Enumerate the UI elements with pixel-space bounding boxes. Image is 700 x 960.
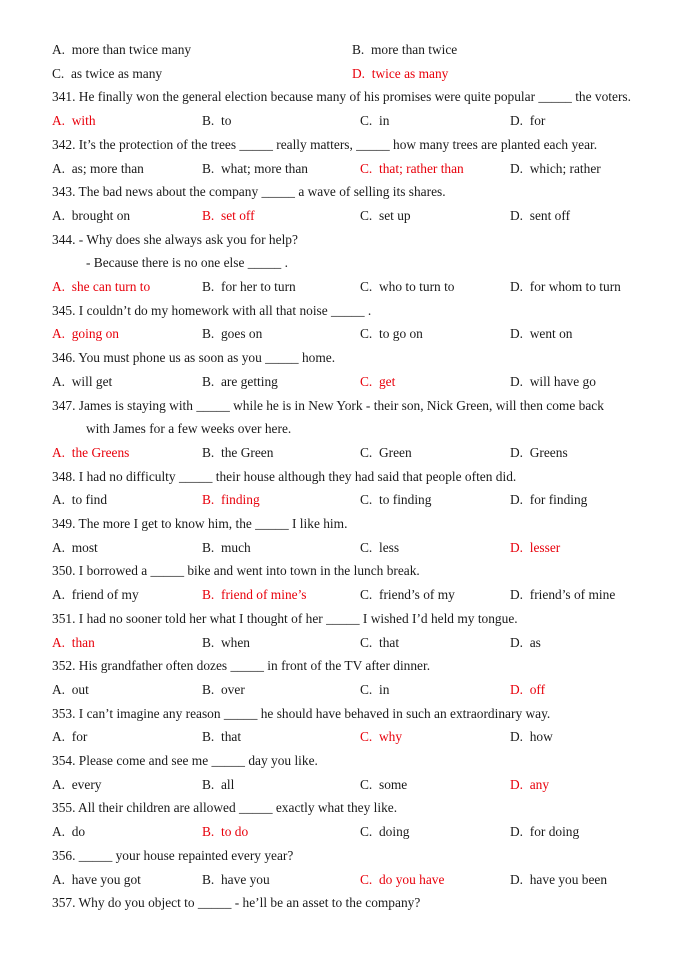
option-text: out <box>71 682 89 697</box>
option-b-correct <box>202 492 260 508</box>
option-d <box>510 374 596 390</box>
option-b <box>202 682 245 698</box>
option-text: will get <box>71 374 113 389</box>
option-letter: B. <box>202 279 215 294</box>
option-letter: A. <box>52 492 66 507</box>
option-letter: D. <box>510 445 524 460</box>
option-text: in <box>378 682 390 697</box>
option-letter: B. <box>202 587 215 602</box>
option-text: get <box>378 374 396 389</box>
option-text: for her to turn <box>220 279 296 294</box>
option-letter: C. <box>360 729 373 744</box>
option-text: goes on <box>220 326 263 341</box>
option-d <box>510 587 615 603</box>
option-c <box>360 682 389 698</box>
question-text: 345. I couldn’t do my homework with all that noise _____ . <box>52 303 372 318</box>
question-text: 349. The more I get to know him, the _____ I like him. <box>52 516 348 531</box>
option-text: she can turn to <box>71 279 151 294</box>
option-text: less <box>378 540 400 555</box>
option-a <box>52 872 141 888</box>
option-text: friend of mine’s <box>220 587 307 602</box>
option-letter: C. <box>360 872 373 887</box>
option-a <box>52 587 139 603</box>
option-letter: B. <box>202 635 215 650</box>
option-text: sent off <box>529 208 571 223</box>
option-c <box>360 540 399 556</box>
option-c <box>360 587 455 603</box>
option-a <box>52 492 107 508</box>
option-d <box>510 492 587 508</box>
option-letter: A. <box>52 42 66 57</box>
option-c <box>360 326 423 342</box>
option-letter: D. <box>510 872 524 887</box>
option-letter: B. <box>202 872 215 887</box>
option-d <box>510 824 579 840</box>
option-text: than <box>71 635 95 650</box>
option-text: why <box>378 729 403 744</box>
option-letter: A. <box>52 161 66 176</box>
option-letter: D. <box>510 682 524 697</box>
option-b-correct <box>202 587 307 603</box>
option-b <box>202 729 241 745</box>
option-letter: A. <box>52 326 66 341</box>
option-letter: A. <box>52 374 66 389</box>
option-letter: B. <box>202 445 215 460</box>
option-a <box>52 161 144 177</box>
option-text: with <box>71 113 96 128</box>
option-text: do you have <box>378 872 445 887</box>
option-text: what; more than <box>220 161 308 176</box>
option-b <box>202 777 234 793</box>
option-text: when <box>220 635 250 650</box>
option-letter: A. <box>52 635 66 650</box>
option-text: for <box>529 113 546 128</box>
option-c <box>360 208 411 224</box>
option-text: more than twice many <box>71 42 192 57</box>
option-letter: A. <box>52 540 66 555</box>
option-letter: A. <box>52 729 66 744</box>
option-text: for finding <box>529 492 588 507</box>
option-letter: D. <box>510 777 524 792</box>
option-letter: A. <box>52 279 66 294</box>
option-c-correct <box>360 374 395 390</box>
option-text: much <box>220 540 251 555</box>
question-text-continued: with James for a few weeks over here. <box>86 421 292 436</box>
option-letter: D. <box>510 279 524 294</box>
option-d <box>510 445 568 461</box>
option-letter: B. <box>202 824 215 839</box>
option-a-correct <box>52 279 150 295</box>
option-text: that; rather than <box>378 161 464 176</box>
option-letter: C. <box>52 66 65 81</box>
option-text: Green <box>378 445 412 460</box>
question-text: 341. He finally won the general election because many of his promises were quite popular _____ the voters. <box>52 89 631 104</box>
option-text: which; rather <box>529 161 601 176</box>
option-text: have you <box>220 872 270 887</box>
option-text: every <box>71 777 102 792</box>
option-b <box>202 113 231 129</box>
option-text: will have go <box>529 374 596 389</box>
question-text: 355. All their children are allowed _____ exactly what they like. <box>52 800 398 815</box>
option-a <box>52 208 130 224</box>
option-b-correct <box>202 824 248 840</box>
option-text: going on <box>71 326 119 341</box>
option-d <box>510 635 541 651</box>
option-c-correct <box>360 729 402 745</box>
option-text: more than twice <box>370 42 458 57</box>
option-d-correct <box>510 777 549 793</box>
option-d <box>510 729 553 745</box>
question-text: 354. Please come and see me _____ day you like. <box>52 753 318 768</box>
option-text: friend’s of my <box>378 587 455 602</box>
option-letter: B. <box>202 777 215 792</box>
option-c <box>360 113 389 129</box>
option-a-correct <box>52 635 95 651</box>
option-c-correct <box>360 872 444 888</box>
option-a <box>52 824 85 840</box>
option-letter: D. <box>510 208 524 223</box>
option-d-correct <box>510 540 560 556</box>
option-text: for whom to turn <box>529 279 621 294</box>
option-c <box>360 492 431 508</box>
option-a-correct <box>52 113 96 129</box>
option-text: to <box>220 113 232 128</box>
option-text: any <box>529 777 550 792</box>
option-letter: A. <box>52 113 66 128</box>
option-text: as twice as many <box>70 66 163 81</box>
question-text: 357. Why do you object to _____ - he’ll be an asset to the company? <box>52 895 421 910</box>
option-c <box>360 777 407 793</box>
option-text: how <box>529 729 553 744</box>
option-letter: B. <box>202 113 215 128</box>
option-letter: D. <box>510 635 524 650</box>
option-letter: B. <box>202 682 215 697</box>
option-text: that <box>220 729 242 744</box>
option-text: set off <box>220 208 255 223</box>
option-letter: B. <box>202 492 215 507</box>
option-b <box>202 635 250 651</box>
option-c <box>360 445 412 461</box>
option-d-correct <box>352 66 448 82</box>
option-letter: D. <box>510 374 524 389</box>
option-letter: A. <box>52 208 66 223</box>
option-text: finding <box>220 492 260 507</box>
option-text: to go on <box>378 326 423 341</box>
option-letter: A. <box>52 682 66 697</box>
option-text: brought on <box>71 208 131 223</box>
question-text: 352. His grandfather often dozes _____ in front of the TV after dinner. <box>52 658 431 673</box>
option-letter: C. <box>360 208 373 223</box>
option-text: Greens <box>529 445 568 460</box>
option-d <box>510 326 573 342</box>
option-c <box>360 635 399 651</box>
option-letter: D. <box>510 161 524 176</box>
option-b <box>202 374 278 390</box>
option-text: do <box>71 824 86 839</box>
option-letter: D. <box>510 729 524 744</box>
option-b <box>202 326 262 342</box>
question-text: 343. The bad news about the company _____ a wave of selling its shares. <box>52 184 446 199</box>
option-letter: D. <box>510 824 524 839</box>
option-text: have you got <box>71 872 141 887</box>
option-letter: B. <box>352 42 365 57</box>
question-text-continued: - Because there is no one else _____ . <box>86 255 288 270</box>
option-b-correct <box>202 208 255 224</box>
option-a-correct <box>52 326 119 342</box>
option-a <box>52 682 89 698</box>
option-letter: D. <box>510 587 524 602</box>
option-letter: C. <box>360 113 373 128</box>
option-text: for doing <box>529 824 580 839</box>
option-c-correct <box>360 161 464 177</box>
option-letter: B. <box>202 540 215 555</box>
option-text: most <box>71 540 98 555</box>
option-letter: B. <box>202 729 215 744</box>
option-d <box>510 208 570 224</box>
option-d <box>510 279 621 295</box>
option-letter: A. <box>52 824 66 839</box>
option-text: friend of my <box>71 587 139 602</box>
option-text: doing <box>378 824 410 839</box>
question-text: 350. I borrowed a _____ bike and went into town in the lunch break. <box>52 563 420 578</box>
option-letter: C. <box>360 777 373 792</box>
option-letter: B. <box>202 374 215 389</box>
option-letter: C. <box>360 492 373 507</box>
option-text: friend’s of mine <box>529 587 616 602</box>
option-letter: B. <box>202 326 215 341</box>
option-text: for <box>71 729 88 744</box>
option-text: in <box>378 113 390 128</box>
option-text: that <box>378 635 400 650</box>
option-letter: D. <box>510 540 524 555</box>
question-text: 348. I had no difficulty _____ their house although they had said that people often did. <box>52 469 517 484</box>
option-d <box>510 872 607 888</box>
option-letter: C. <box>360 374 373 389</box>
option-text: some <box>378 777 408 792</box>
question-text: 353. I can’t imagine any reason _____ he should have behaved in such an extraordinary way. <box>52 706 551 721</box>
option-letter: D. <box>510 492 524 507</box>
option-text: off <box>529 682 546 697</box>
option-d-correct <box>510 682 545 698</box>
option-b <box>352 42 457 58</box>
option-text: as <box>529 635 541 650</box>
option-a <box>52 540 98 556</box>
question-text: 351. I had no sooner told her what I thought of her _____ I wished I’d held my tongue. <box>52 611 518 626</box>
option-letter: A. <box>52 445 66 460</box>
question-text: 344. - Why does she always ask you for help? <box>52 232 298 247</box>
option-letter: C. <box>360 326 373 341</box>
option-text: the Green <box>220 445 274 460</box>
option-letter: C. <box>360 445 373 460</box>
option-a-correct <box>52 445 129 461</box>
option-text: are getting <box>220 374 278 389</box>
option-text: lesser <box>529 540 561 555</box>
question-text: 346. You must phone us as soon as you _____ home. <box>52 350 336 365</box>
option-letter: B. <box>202 161 215 176</box>
option-d <box>510 161 601 177</box>
option-b <box>202 872 270 888</box>
option-letter: D. <box>352 66 366 81</box>
option-text: the Greens <box>71 445 130 460</box>
option-a <box>52 374 112 390</box>
option-a <box>52 729 87 745</box>
question-text: 342. It’s the protection of the trees _____ really matters, _____ how many trees are planted each year. <box>52 137 598 152</box>
option-letter: A. <box>52 777 66 792</box>
option-text: went on <box>529 326 573 341</box>
option-text: who to turn to <box>378 279 455 294</box>
option-letter: C. <box>360 635 373 650</box>
option-text: to do <box>220 824 249 839</box>
option-letter: C. <box>360 682 373 697</box>
option-a <box>52 42 191 58</box>
option-c <box>360 279 455 295</box>
option-b <box>202 540 251 556</box>
option-c <box>360 824 410 840</box>
option-letter: C. <box>360 824 373 839</box>
option-a <box>52 777 101 793</box>
question-text: 356. _____ your house repainted every year? <box>52 848 294 863</box>
option-text: set up <box>378 208 411 223</box>
option-letter: A. <box>52 872 66 887</box>
option-letter: C. <box>360 161 373 176</box>
option-b <box>202 161 308 177</box>
question-text: 347. James is staying with _____ while he is in New York - their son, Nick Green, will then come back <box>52 398 604 413</box>
option-letter: C. <box>360 540 373 555</box>
option-text: over <box>220 682 245 697</box>
option-d <box>510 113 545 129</box>
option-letter: A. <box>52 587 66 602</box>
option-text: as; more than <box>71 161 144 176</box>
option-b <box>202 445 273 461</box>
option-text: all <box>220 777 235 792</box>
option-b <box>202 279 296 295</box>
option-text: twice as many <box>371 66 449 81</box>
option-letter: C. <box>360 279 373 294</box>
option-letter: D. <box>510 113 524 128</box>
option-c <box>52 66 162 82</box>
option-letter: C. <box>360 587 373 602</box>
option-text: to finding <box>378 492 432 507</box>
option-letter: D. <box>510 326 524 341</box>
option-text: to find <box>71 492 108 507</box>
option-letter: B. <box>202 208 215 223</box>
option-text: have you been <box>529 872 608 887</box>
